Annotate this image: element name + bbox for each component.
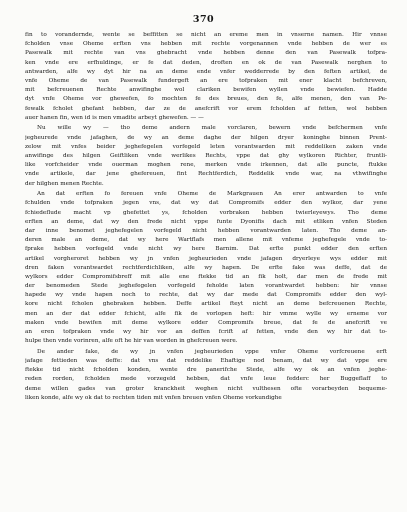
text-line: men an der dat edder fchicht, alfe fik de vorlopen heft: hir vmme wylle wy erneme vor <box>25 310 387 317</box>
text-line: like vorfcheider vnde ouerman moghen rene, merken vnde irkennen, dat alle puncte, ftukke <box>25 162 387 169</box>
paragraph <box>25 124 387 188</box>
paragraph <box>25 31 387 123</box>
paragraph <box>25 348 387 403</box>
text-line: fcholden vnse Oheme erften vns hebben mit rechte vorgenannen vnde hebben de wer es <box>25 41 387 48</box>
text-line: hulpe then vnde vorinren, alfe oft he hir van worden in ghefcreuen were. <box>25 338 238 345</box>
text-line: kore nicht fcholen ghebraken hebben. Deffe artikel fteyt nicht an deme befcreuenen Rechte, <box>25 301 387 308</box>
text-line: anwifinge des hilgen Geiftliken vnde werlikes Rechts, vppe dat ghy wylkoren Richter, fruntli- <box>25 152 387 159</box>
text-line: deren male an deme, dat wy here Wartflafs men allene mit vnfeme jeghefegele vnde to- <box>25 237 387 244</box>
page-body <box>25 31 387 403</box>
text-line: vnde artikele, dar jene ghefereuen, fint Rechtferdich, Reddelik vnde war, na vthwifinghe <box>25 171 387 178</box>
text-line: fprake hebben vorfegeld vnde nicht wy here Barnim. Dat erfte punkt edder den erften <box>25 246 387 253</box>
text-line: dar inne benomet jeghefegelen vorfegeld nicht hebben vorantwarden laten. Tho deme an- <box>25 227 387 234</box>
text-line: antwarden, alfe wy dyt hir na an deme ende vnfer wedderrede by den feften artikel, de <box>25 68 387 75</box>
text-line: ken vnde ere erfhuldinge, er fe dat deden, droften en ok de van Pasewalk nerghen to <box>25 59 387 66</box>
page-number: 370 <box>192 14 215 25</box>
text-line: vnfe Oheme de van Pasewalk fundergeft an ere tofpraken mit ener klacht befchreven, <box>25 77 387 84</box>
text-line: jafage fettieden was deffe: dat vns dat reddelike Ehaftige nod benam, dat wy dat vppe ere <box>25 358 387 365</box>
text-line: mit befcreuenen Rechte anwifinghe wol clariken bewifen wyllen vnde bewiefen. Hadde <box>25 87 387 94</box>
text-line: der hilghen menen Rechte. <box>25 180 104 187</box>
text-line: fchulden vnde tofpraken jegen vns, dat wy dat Compromifs edder den wylkor, dar yene <box>25 200 387 207</box>
text-line: Nu wille wy — tho deme andern male vorclaren, bewern vnde befchermen vnfe <box>37 125 387 132</box>
text-line: maken vnde bewifen mit deme wylkore edder Compromifs breue, dat fe de anefcrift ve <box>25 319 387 326</box>
text-line: reden rorden, fcholden mede vorzegeld hebben, dat vnfe leue fedderc her Buggeflaff to <box>25 376 387 383</box>
text-line: ftekke tid nicht fcholden konden, wente dre panerifche Stede, alfe wy ok an vnfen jeghe- <box>25 367 387 374</box>
text-line: jegheurede vnde jafaghen, de wy an deme daghe der hilgen dryer koninghe binnen Prent- <box>25 134 387 141</box>
text-line: An dat erften fo fereuen vnfe Oheme de Markgrauen An erer antwarden to vnfe <box>37 191 387 198</box>
text-line: auer hanen fin, wen id is men vmadite arbeyt ghewefen. — — <box>25 114 204 121</box>
text-line: der benomeden Stede jeghefegelen vorfegeld feholde laten vorantwardet hebben: hir vnnse <box>25 283 387 290</box>
text-line: wylkors edder Compromifsbreff mit alle ene ftekke tid an fik holt, dar men de frede mit <box>25 273 387 280</box>
text-line: deme willen gades van groter kranckheit weghen nicht vulthesen ofte vorarbeyden bequeme- <box>25 385 387 392</box>
text-line: De ander fake, de wy jn vnfen jegheurieden vppe vnfer Oheme vorfcreuene erft <box>37 348 387 355</box>
text-line: an eren tofpraken vnde wy hir vor an deffen fcrift af fetten, vnde den wy hir dat to- <box>25 329 387 335</box>
paragraph <box>25 190 387 346</box>
text-line: artikel vorgheroret hebben wy jn vnfen jegheurieden vnde jafagen dryerleye wys edder mit <box>25 255 387 262</box>
text-line: hapede wy vnde hapen noch to rechte, dat wy dar mede dat Compromifs edder den wyl- <box>25 292 387 299</box>
text-line: fchiedeflude macht vp ghefettet ys, fcholden vorbraken hebben twierleyewys. Tho deme <box>25 209 387 216</box>
text-line: fewalk fcholet ghefant hebben, dar ze de anefcrift vor erem fcholden af fetten, wol hebben <box>25 105 387 112</box>
text-line: fin to vorandernde, wente se beffitten se nicht an ereme men in vnserne namen. Hir vnnse <box>25 32 387 38</box>
text-line: liken konde, alfe wy ok dat to rechten tiden mit vnfen breuen vnfen Oheme vorkundighe <box>25 394 282 401</box>
text-line: dren faken vorantwardet rechtferdichliken, alfe wy hapen. De erfte fake was deffe, dat de <box>25 264 387 271</box>
text-line: erften an deme, dat wy den frede nicht vppe funte Dyonifis dach mit etliken vnfen Steden <box>25 218 387 225</box>
text-line: dyt vnfe Oheme vor ghewefen, fo mochten fe des breues, den fe, alfe menen, den van Pe- <box>25 96 387 103</box>
text-line: Pasewalk mit rechte van vns ghebracht vnde hebben denne den van Pasewalk tofpra- <box>25 50 387 57</box>
text-line: zelow mit vnfes beider jeghefegelen vorfegeld leten vorantwarden mit reddeliken zaken vnde <box>25 143 387 150</box>
